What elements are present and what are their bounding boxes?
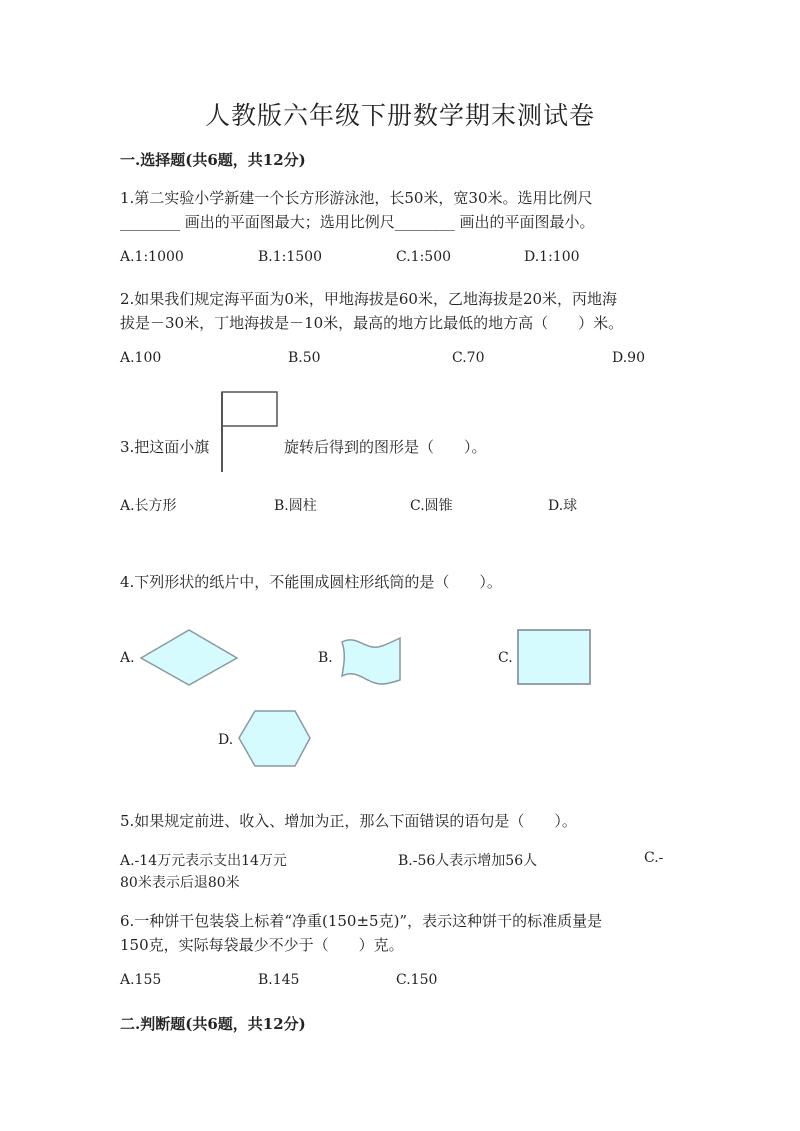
page-title: 人教版六年级下册数学期末测试卷 <box>204 101 595 130</box>
question-2-option-c[interactable]: C.70 <box>452 350 485 366</box>
question-6-line-1: 6.一种饼干包装袋上标着“净重(150±5克)”，表示这种饼干的标准质量是 <box>120 912 603 930</box>
question-3-option-a[interactable]: A.长方形 <box>120 498 177 514</box>
section-heading-judgement: 二.判断题(共6题，共12分) <box>120 1015 306 1033</box>
wavy-shape <box>336 636 404 686</box>
question-5-option-c-continued: 80米表示后退80米 <box>120 875 240 891</box>
section-heading-choice: 一.选择题(共6题，共12分) <box>120 151 306 169</box>
question-6-option-c[interactable]: C.150 <box>396 972 438 988</box>
question-3-text-before: 3.把这面小旗 <box>120 438 210 456</box>
question-3-option-d[interactable]: D.球 <box>548 498 578 514</box>
rhombus-shape <box>138 628 240 688</box>
question-5-option-a[interactable]: A.-14万元表示支出14万元 <box>120 853 287 869</box>
question-1-option-d[interactable]: D.1:100 <box>524 249 580 265</box>
question-1-option-a[interactable]: A.1:1000 <box>120 249 184 265</box>
question-1-line-2: ________ 画出的平面图最大；选用比例尺________ 画出的平面图最小。 <box>120 213 595 231</box>
question-2-option-d[interactable]: D.90 <box>612 350 645 366</box>
question-4-label-c[interactable]: C. <box>498 650 513 666</box>
flag-rectangle <box>222 392 277 426</box>
flag-figure <box>217 390 281 474</box>
question-3-option-c[interactable]: C.圆锥 <box>410 498 453 514</box>
question-1-line-1: 1.第二实验小学新建一个长方形游泳池，长50米，宽30米。选用比例尺 <box>120 189 593 207</box>
question-5-text: 5.如果规定前进、收入、增加为正，那么下面错误的语句是（ ）。 <box>120 812 577 830</box>
question-6-option-a[interactable]: A.155 <box>120 972 162 988</box>
question-5-option-b[interactable]: B.-56人表示增加56人 <box>398 853 538 869</box>
question-6-option-b[interactable]: B.145 <box>258 972 300 988</box>
question-1-option-c[interactable]: C.1:500 <box>396 249 452 265</box>
hexagon-shape <box>236 708 314 770</box>
question-6-line-2: 150克，实际每袋最少不少于（ ）克。 <box>120 936 404 954</box>
rectangle-shape <box>516 628 594 686</box>
question-4-text: 4.下列形状的纸片中，不能围成圆柱形纸筒的是（ ）。 <box>120 573 502 591</box>
question-5-option-c[interactable]: C.- <box>644 850 664 866</box>
question-4-label-b[interactable]: B. <box>318 650 333 666</box>
question-2-option-a[interactable]: A.100 <box>120 350 162 366</box>
question-2-line-2: 拔是－30米，丁地海拔是－10米，最高的地方比最低的地方高（ ）米。 <box>120 314 624 332</box>
question-3-option-b[interactable]: B.圆柱 <box>274 498 317 514</box>
question-1-option-b[interactable]: B.1:1500 <box>258 249 322 265</box>
question-4-label-d[interactable]: D. <box>218 732 234 748</box>
question-3-text-after: 旋转后得到的图形是（ ）。 <box>284 438 487 456</box>
question-2-line-1: 2.如果我们规定海平面为0米，甲地海拔是60米，乙地海拔是20米，丙地海 <box>120 290 618 308</box>
question-4-label-a[interactable]: A. <box>120 650 135 666</box>
question-2-option-b[interactable]: B.50 <box>288 350 321 366</box>
